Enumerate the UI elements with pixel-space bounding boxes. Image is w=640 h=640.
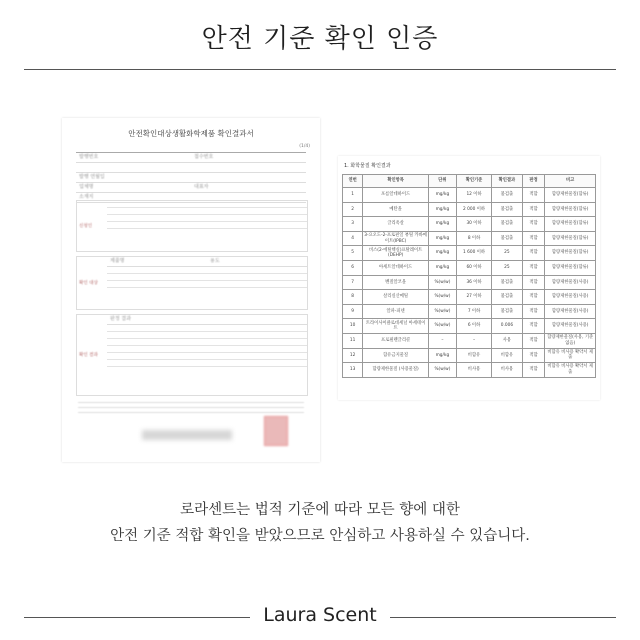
table-cell: 함량제한물질(함류): [545, 260, 596, 275]
table-row: [343, 333, 596, 348]
certificate-title: 안전확인대상생활화학제품 확인결과서: [128, 129, 254, 138]
table-cell: 8 이하: [456, 231, 491, 246]
table-cell: 살리실산메틸: [363, 290, 429, 305]
table-cell: 0.006: [492, 319, 522, 334]
table-cell: %(w/w): [429, 319, 457, 334]
certificate-field: 제품명: [110, 258, 125, 264]
table-cell: 6: [343, 260, 363, 275]
table-cell: 메탄올: [363, 202, 429, 217]
certificate-applicant-block: [76, 200, 308, 252]
table-cell: 12 이하: [456, 188, 491, 203]
top-divider: [24, 69, 616, 70]
description-line-1: 로라센트는 법적 기준에 따라 모든 향에 대한: [180, 502, 460, 518]
table-cell: 1 600 이하: [456, 246, 491, 261]
table-cell: 비스(2-에틸헥실)프탈레이트(DEHP): [363, 246, 429, 261]
table-cell: 적합: [522, 333, 545, 348]
table-cell: 함량제한물질(함류): [545, 246, 596, 261]
results-document: [338, 156, 600, 400]
table-cell: 트라이사이클로데세닐 아세테이트: [363, 319, 429, 334]
certificate-notes: [78, 400, 304, 417]
table-row: [343, 348, 596, 363]
table-cell: 2: [343, 202, 363, 217]
table-cell: 불검출: [492, 217, 522, 232]
table-row: [343, 246, 596, 261]
table-cell: 알파-피넨: [363, 304, 429, 319]
table-cell: 2 000 이하: [456, 202, 491, 217]
certificate-field: 소재지: [79, 194, 94, 200]
table-cell: 불검출: [492, 231, 522, 246]
certificate-result-block: [76, 314, 308, 396]
table-cell: %(w/w): [429, 290, 457, 305]
table-cell: 3-요오도-2-프로핀일 뷰틸 카바메이트(IPBC): [363, 231, 429, 246]
certificate-side-label: 확인 대상: [79, 281, 98, 286]
table-cell: 아세트알데하이드: [363, 260, 429, 275]
results-table-header: [343, 175, 596, 188]
table-row: [343, 290, 596, 305]
table-cell: 글리옥살: [363, 217, 429, 232]
table-cell: mg/kg: [429, 260, 457, 275]
table-cell: 함량제한물질(사용): [545, 319, 596, 334]
table-cell: 포름알데하이드: [363, 188, 429, 203]
table-cell: 36 이하: [456, 275, 491, 290]
table-cell: mg/kg: [429, 188, 457, 203]
table-cell: 적합: [522, 202, 545, 217]
table-cell: 7 이하: [456, 304, 491, 319]
bottom-divider-right: [390, 617, 616, 618]
table-cell: mg/kg: [429, 231, 457, 246]
table-header-cell: 확인기준: [456, 175, 491, 188]
table-cell: 적합: [522, 246, 545, 261]
table-cell: 25: [492, 246, 522, 261]
table-cell: 함량제한물질(함류): [545, 202, 596, 217]
table-cell: 함량제한물질(함류): [545, 217, 596, 232]
certificate-field: 발행번호: [79, 154, 99, 160]
table-cell: 적합: [522, 363, 545, 378]
table-cell: 함량제한물질(사용): [545, 290, 596, 305]
table-cell: 10: [343, 319, 363, 334]
description-line-2: 안전 기준 적합 확인을 받았으므로 안심하고 사용하실 수 있습니다.: [110, 528, 530, 544]
table-cell: 적합: [522, 290, 545, 305]
table-cell: 9: [343, 304, 363, 319]
certificate-field: 접수번호: [194, 154, 214, 160]
certificate-side-label: 신청인: [79, 224, 93, 229]
table-cell: 함량제한물질(함류): [545, 231, 596, 246]
table-cell: %(w/w): [429, 275, 457, 290]
table-row: [343, 363, 596, 378]
table-cell: mg/kg: [429, 348, 457, 363]
table-cell: 60 이하: [456, 260, 491, 275]
table-cell: 4: [343, 231, 363, 246]
table-cell: 함량제한물질(함류): [545, 188, 596, 203]
table-header-cell: 단위: [429, 175, 457, 188]
table-cell: 27 이하: [456, 290, 491, 305]
table-row: [343, 202, 596, 217]
table-header-cell: 연번: [343, 175, 363, 188]
certificate-field: 대표자: [194, 184, 209, 190]
table-cell: –: [429, 333, 457, 348]
table-cell: 13: [343, 363, 363, 378]
table-cell: 비함유: [456, 348, 491, 363]
table-cell: 적합: [522, 260, 545, 275]
table-cell: 8: [343, 290, 363, 305]
certificate-side-label: 확인 결과: [79, 353, 98, 358]
results-table: [342, 174, 596, 378]
table-cell: 적합: [522, 217, 545, 232]
table-cell: 6 이하: [456, 319, 491, 334]
official-stamp: [264, 416, 288, 446]
table-cell: 11: [343, 333, 363, 348]
table-cell: 프로필렌글리콜: [363, 333, 429, 348]
table-row: [343, 304, 596, 319]
table-cell: 비함유: [492, 348, 522, 363]
table-cell: 5: [343, 246, 363, 261]
table-cell: %(w/w): [429, 363, 457, 378]
table-cell: 함량제한물질(사용, 기준 없음): [545, 333, 596, 348]
table-cell: 적합: [522, 319, 545, 334]
results-title: 1. 화학물질 확인결과: [344, 163, 391, 169]
table-header-cell: 비고: [545, 175, 596, 188]
table-cell: 사용: [492, 333, 522, 348]
certificate-target-block: [76, 256, 308, 310]
table-cell: 벤질알코올: [363, 275, 429, 290]
table-cell: 불검출: [492, 304, 522, 319]
table-row: [343, 217, 596, 232]
certificate-field: 판정 결과: [110, 316, 131, 322]
brand-name: Laura Scent: [263, 604, 377, 626]
table-header-row: [343, 175, 596, 188]
table-cell: 불검출: [492, 202, 522, 217]
table-cell: 불검출: [492, 188, 522, 203]
table-cell: 함량제한물질(사용): [545, 275, 596, 290]
table-cell: 30 이하: [456, 217, 491, 232]
table-header-cell: 판정: [522, 175, 545, 188]
table-cell: 함량제한물질 (사용물질): [363, 363, 429, 378]
certificate-document: [62, 118, 320, 462]
table-header-cell: 확인결과: [492, 175, 522, 188]
table-cell: –: [456, 333, 491, 348]
table-header-cell: 확인항목: [363, 175, 429, 188]
table-row: [343, 188, 596, 203]
certificate-field: 발행 연월일: [79, 174, 105, 180]
table-cell: 7: [343, 275, 363, 290]
table-cell: 적합: [522, 304, 545, 319]
table-cell: 함유금지물질: [363, 348, 429, 363]
bottom-divider-left: [24, 617, 250, 618]
table-cell: mg/kg: [429, 202, 457, 217]
certificate-page-number: (1/4): [299, 144, 310, 149]
table-cell: 12: [343, 348, 363, 363]
table-cell: mg/kg: [429, 217, 457, 232]
certificate-field: 업체명: [79, 184, 94, 190]
table-cell: %(w/w): [429, 304, 457, 319]
table-cell: 25: [492, 260, 522, 275]
table-cell: 비함유 비사용 확약서 제출: [545, 348, 596, 363]
table-cell: 적합: [522, 275, 545, 290]
table-cell: 비함유 비사용 확약서 제출: [545, 363, 596, 378]
table-cell: 적합: [522, 348, 545, 363]
certificate-header-grid: [76, 152, 306, 203]
table-row: [343, 275, 596, 290]
table-cell: 적합: [522, 188, 545, 203]
table-row: [343, 231, 596, 246]
table-cell: 3: [343, 217, 363, 232]
table-cell: 적합: [522, 231, 545, 246]
table-cell: mg/kg: [429, 246, 457, 261]
table-cell: 함량제한물질(사용): [545, 304, 596, 319]
table-cell: 불검출: [492, 275, 522, 290]
table-cell: 비사용: [492, 363, 522, 378]
table-cell: 불검출: [492, 290, 522, 305]
page-title: 안전 기준 확인 인증: [201, 24, 439, 54]
certificate-field: 용도: [210, 258, 220, 264]
table-row: [343, 260, 596, 275]
results-table-body: [343, 188, 596, 378]
certificate-issuer-name: [142, 430, 232, 440]
table-row: [343, 319, 596, 334]
table-cell: 1: [343, 188, 363, 203]
table-cell: 비사용: [456, 363, 491, 378]
